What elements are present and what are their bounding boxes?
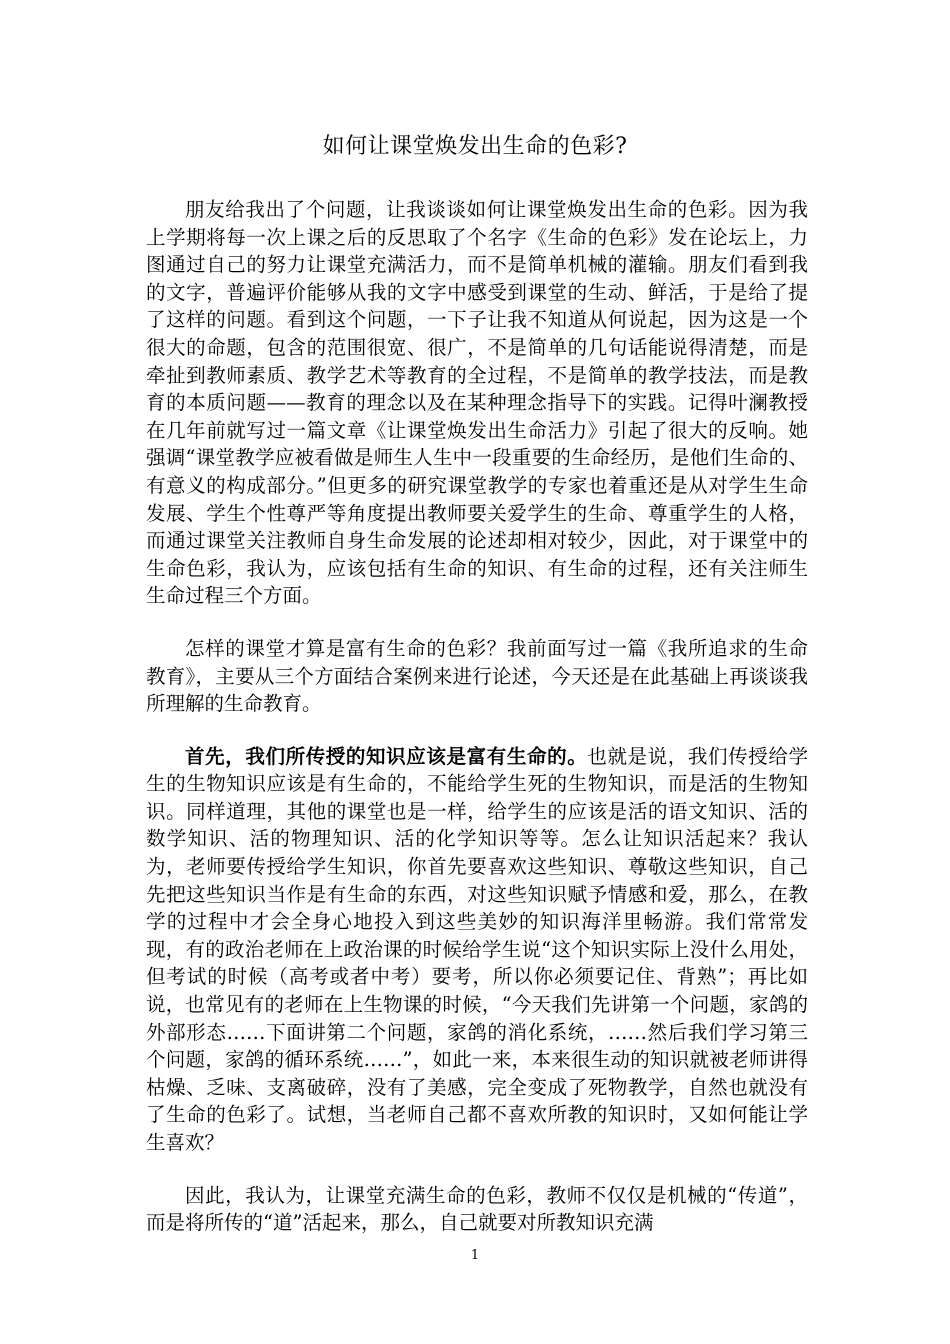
document-body <box>146 196 808 1237</box>
paragraph-3-bold-lead: 首先，我们所传授的知识应该是富有生命的。 <box>185 744 588 768</box>
document-title: 如何让课堂焕发出生命的色彩? <box>322 134 628 159</box>
paragraph-1: 朋友给我出了个问题，让我谈谈如何让课堂焕发出生命的色彩。因为我上学期将每一次上课之后的反思取了个名字《生命的色彩》发在论坛上，力图通过自己的努力让课堂充满活力，而不是简单机械的灌输。朋友们看到我的文字，普遍评价能够从我的文字中感受到课堂的生动、鲜活，于是给了提了这样的问题。看到这个问题，一下子让我不知道从何说起，因为这是一个很大的命题，包含的范围很宽、很广，不是简单的几句话能说得清楚，而是牵扯到教师素质、教学艺术等教育的全过程，不是简单的教学技法，而是教育的本质问题——教育的理念以及在某种理念指导下的实践。记得叶澜教授在几年前就写过一篇文章《让课堂焕发出生命活力》引起了很大的反响。她强调“课堂教学应被看做是师生人生中一段重要的生命经历，是他们生命的、有意义的构成部分。”但更多的研究课堂教学的专家也着重还是从对学生生命发展、学生个性尊严等角度提出教师要关爱学生的生命、尊重学生的人格，而通过课堂关注教师自身生命发展的论述却相对较少，因此，对于课堂中的生命色彩，我认为，应该包括有生命的知识、有生命的过程，还有关注师生生命过程三个方面。 <box>146 198 808 608</box>
paragraph-4: 因此，我认为，让课堂充满生命的色彩，教师不仅仅是机械的“传道”，而是将所传的“道”活起来，那么，自己就要对所教知识充满 <box>146 1183 808 1235</box>
paragraph-3 <box>146 743 808 1157</box>
paragraph-3-text: 也就是说，我们传授给学生的生物知识应该是有生命的，不能给学生死的生物知识，而是活的生物知识。同样道理，其他的课堂也是一样，给学生的应该是活的语文知识、活的数学知识、活的物理知识、活的化学知识等等。怎么让知识活起来？我认为，老师要传授给学生知识，你首先要喜欢这些知识、尊敬这些知识，自己先把这些知识当作是有生命的东西，对这些知识赋予情感和爱，那么，在教学的过程中才会全身心地投入到这些美妙的知识海洋里畅游。我们常常发现，有的政治老师在上政治课的时候给学生说“这个知识实际上没什么用处，但考试的时候（高考或者中考）要考，所以你必须要记住、背熟”；再比如说，也常见有的老师在上生物课的时候，“今天我们先讲第一个问题，家鸽的外部形态……下面讲第二个问题，家鸽的消化系统，……然后我们学习第三个问题，家鸽的循环系统……”，如此一来，本来很生动的知识就被老师讲得枯燥、乏味、支离破碎，没有了美感，完全变成了死物教学，自然也就没有了生命的色彩了。试想，当老师自己都不喜欢所教的知识时，又如何能让学生喜欢？ <box>146 744 808 1154</box>
page-number: 1 <box>470 1248 480 1263</box>
paragraph-2: 怎样的课堂才算是富有生命的色彩？我前面写过一篇《我所追求的生命教育》，主要从三个方面结合案例来进行论述，今天还是在此基础上再谈谈我所理解的生命教育。 <box>146 636 808 716</box>
